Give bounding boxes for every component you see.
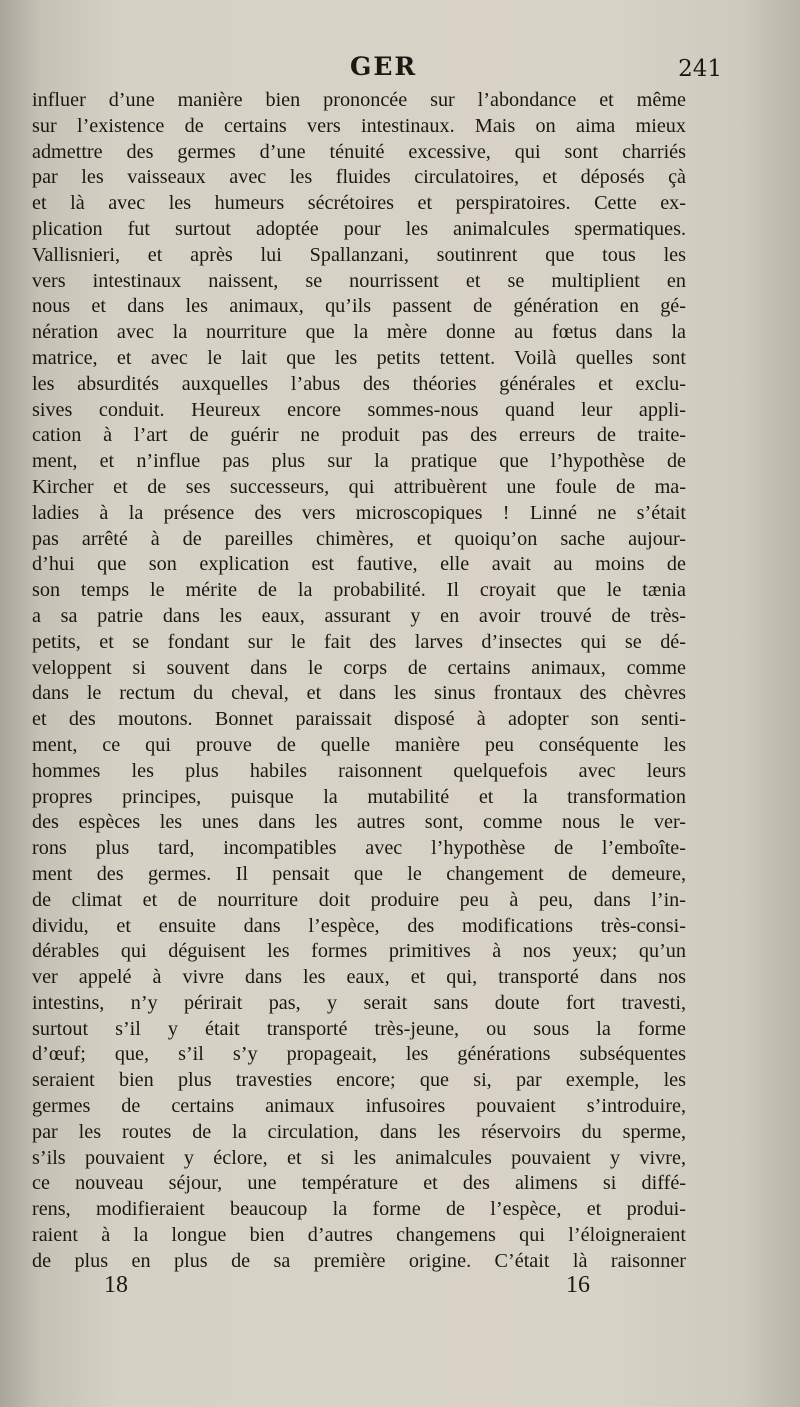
text-line: propres principes, puisque la mutabilité et la transformation [32, 785, 686, 808]
signature-mark-left: 18 [104, 1272, 128, 1298]
text-line: hommes les plus habiles raisonnent quelquefois avec leurs [32, 759, 686, 782]
body-text [32, 88, 686, 1275]
signature-mark-right: 16 [566, 1272, 590, 1298]
text-line: ladies à la présence des vers microscopiques ! Linné ne s’était [32, 501, 686, 524]
text-line: d’hui que son explication est fautive, elle avait au moins de [32, 553, 686, 576]
text-line: matrice, et avec le lait que les petits tettent. Voilà quelles sont [32, 346, 686, 369]
text-line: petits, et se fondant sur le fait des larves d’insectes qui se dé- [32, 630, 686, 653]
text-line: nération avec la nourriture que la mère donne au fœtus dans la [32, 321, 686, 344]
text-line: veloppent si souvent dans le corps de certains animaux, comme [32, 656, 686, 679]
text-line: nous et dans les animaux, qu’ils passent de génération en gé- [32, 295, 686, 318]
text-line: Kircher et de ses successeurs, qui attribuèrent une foule de ma- [32, 475, 686, 498]
text-line: surtout s’il y était transporté très-jeune, ou sous la forme [32, 1017, 686, 1040]
text-line: son temps le mérite de la probabilité. Il croyait que le tænia [32, 579, 686, 602]
text-line: ment, ce qui prouve de quelle manière peu conséquente les [32, 733, 686, 756]
page-header [32, 52, 722, 92]
text-line: raient à la longue bien d’autres changemens qui l’éloigneraient [32, 1224, 686, 1247]
text-line: Vallisnieri, et après lui Spallanzani, soutinrent que tous les [32, 243, 686, 266]
text-line: s’ils pouvaient y éclore, et si les animalcules pouvaient y vivre, [32, 1146, 686, 1169]
text-line: sives conduit. Heureux encore sommes-nous quand leur appli- [32, 398, 686, 421]
text-line: admettre des germes d’une ténuité excessive, qui sont charriés [32, 140, 686, 163]
text-line: rens, modifieraient beaucoup la forme de l’espèce, et produi- [32, 1198, 686, 1221]
text-line: seraient bien plus travesties encore; que si, par exemple, les [32, 1069, 686, 1092]
text-line: de plus en plus de sa première origine. C’était là raisonner [32, 1249, 686, 1272]
text-line: dérables qui déguisent les formes primitives à nos yeux; qu’un [32, 940, 686, 963]
text-line: ment des germes. Il pensait que le changement de demeure, [32, 862, 686, 885]
text-line: des espèces les unes dans les autres sont, comme nous le ver- [32, 811, 686, 834]
text-line: influer d’une manière bien prononcée sur l’abondance et même [32, 89, 686, 111]
text-line: rons plus tard, incompatibles avec l’hypothèse de l’emboîte- [32, 837, 686, 860]
text-line: cation à l’art de guérir ne produit pas des erreurs de traite- [32, 424, 686, 447]
text-line: sur l’existence de certains vers intestinaux. Mais on aima mieux [32, 114, 686, 137]
text-line: intestins, n’y périrait pas, y serait sans doute fort travesti, [32, 991, 686, 1014]
text-line: les absurdités auxquelles l’abus des théories générales et exclu- [32, 372, 686, 395]
page-number: 241 [678, 56, 722, 82]
page-footer [32, 1272, 692, 1306]
text-line: plication fut surtout adoptée pour les animalcules spermatiques. [32, 217, 686, 240]
text-line: vers intestinaux naissent, se nourrissent et se multiplient en [32, 269, 686, 292]
text-line: dividu, et ensuite dans l’espèce, des modifications très-consi- [32, 914, 686, 937]
text-line: et des moutons. Bonnet paraissait disposé à adopter son senti- [32, 708, 686, 731]
running-head: GER [350, 52, 418, 81]
text-line: par les vaisseaux avec les fluides circulatoires, et déposés çà [32, 166, 686, 189]
text-line: ce nouveau séjour, une température et des alimens si diffé- [32, 1172, 686, 1195]
text-line: par les routes de la circulation, dans les réservoirs du sperme, [32, 1120, 686, 1143]
text-line: pas arrêté à de pareilles chimères, et quoiqu’on sache aujour- [32, 527, 686, 550]
text-line: dans le rectum du cheval, et dans les sinus frontaux des chèvres [32, 682, 686, 705]
text-line: d’œuf; que, s’il s’y propageait, les générations subséquentes [32, 1043, 686, 1066]
text-line: a sa patrie dans les eaux, assurant y en avoir trouvé de très- [32, 604, 686, 627]
text-line: germes de certains animaux infusoires pouvaient s’introduire, [32, 1095, 686, 1118]
text-line: de climat et de nourriture doit produire peu à peu, dans l’in- [32, 888, 686, 911]
text-line: et là avec les humeurs sécrétoires et perspiratoires. Cette ex- [32, 192, 686, 215]
text-line: ment, et n’influe pas plus sur la pratique que l’hypothèse de [32, 450, 686, 473]
text-line: ver appelé à vivre dans les eaux, et qui, transporté dans nos [32, 966, 686, 989]
